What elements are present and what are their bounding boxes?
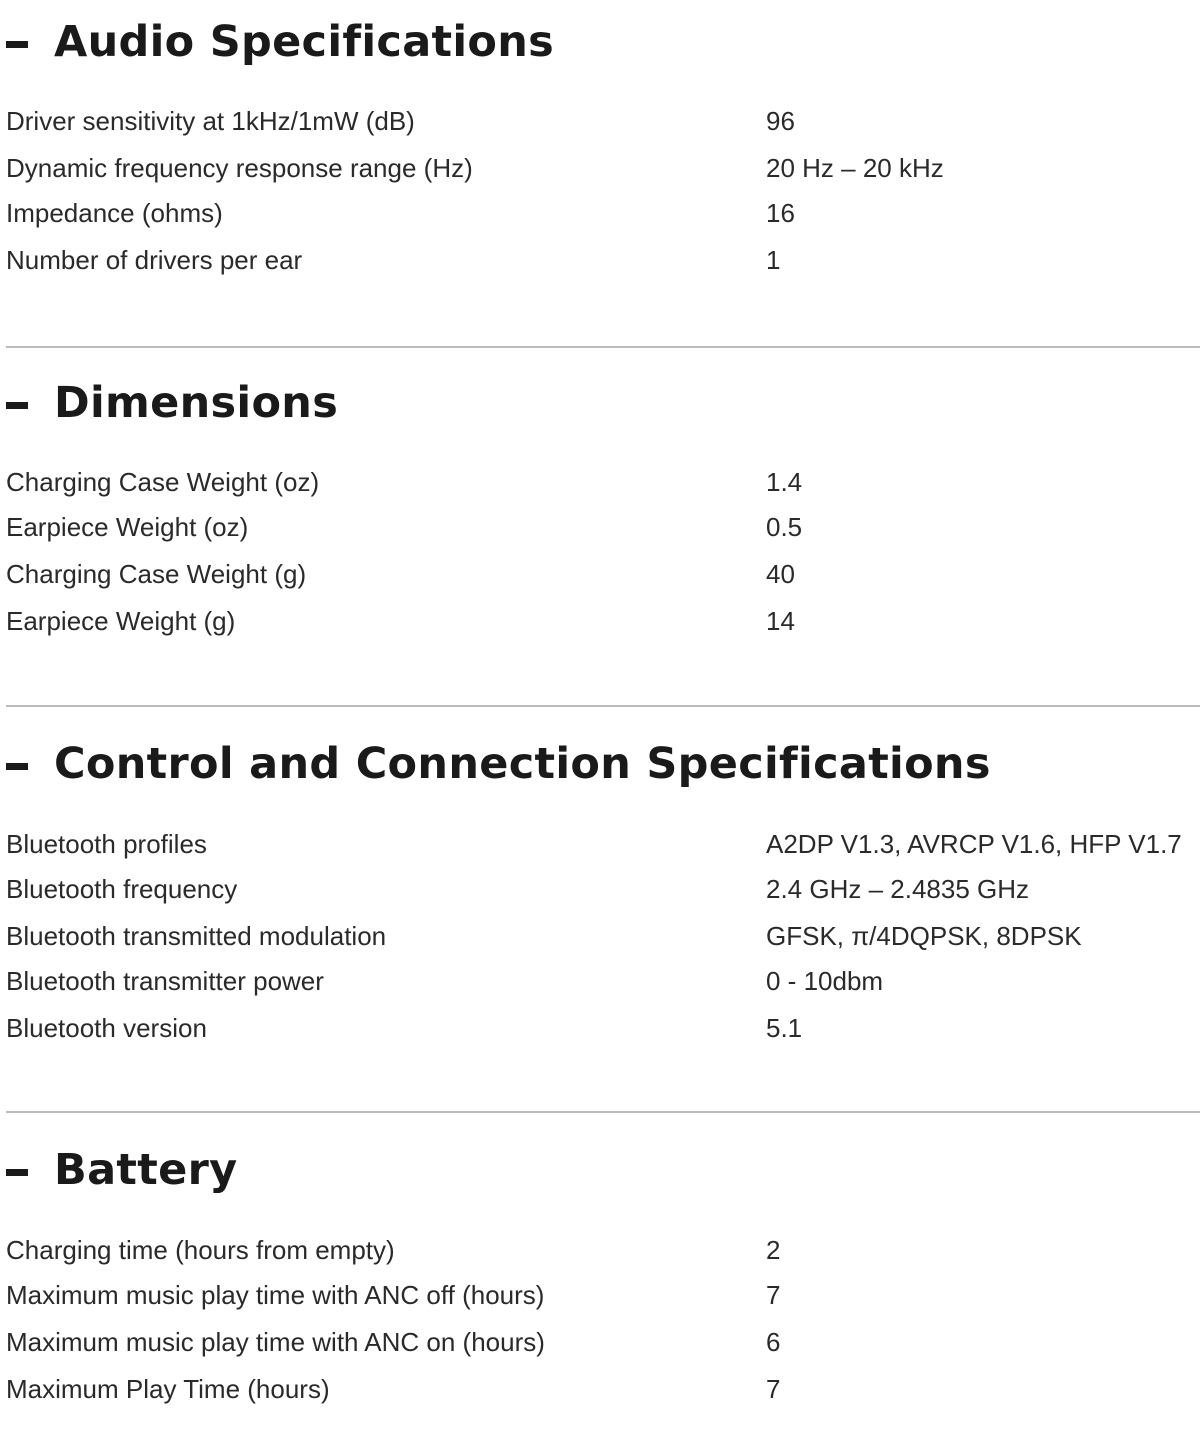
spec-row — [0, 1229, 1200, 1269]
spec-label: Dynamic frequency response range (Hz) — [6, 153, 473, 183]
spec-label: Earpiece Weight (g) — [6, 606, 236, 636]
spec-row — [0, 192, 1200, 232]
spec-row — [0, 823, 1200, 863]
section-header-control-connection[interactable] — [6, 734, 991, 794]
section-divider — [6, 346, 1200, 348]
spec-value: 40 — [766, 559, 795, 589]
spec-label: Maximum music play time with ANC on (hours) — [6, 1327, 545, 1357]
spec-label: Bluetooth profiles — [6, 829, 207, 859]
spec-label: Bluetooth frequency — [6, 874, 238, 904]
section-header-battery[interactable] — [6, 1140, 237, 1200]
spec-row — [0, 600, 1200, 640]
minus-icon[interactable] — [6, 1169, 28, 1176]
spec-value: 14 — [766, 606, 795, 636]
spec-value: A2DP V1.3, AVRCP V1.6, HFP V1.7 — [766, 829, 1182, 859]
spec-label: Driver sensitivity at 1kHz/1mW (dB) — [6, 106, 415, 136]
spec-label: Maximum music play time with ANC off (hours) — [6, 1280, 545, 1310]
spec-row — [0, 960, 1200, 1000]
spec-value: 7 — [766, 1280, 781, 1310]
spec-row — [0, 100, 1200, 140]
spec-label: Impedance (ohms) — [6, 198, 223, 228]
spec-row — [0, 915, 1200, 955]
minus-icon[interactable] — [6, 41, 28, 48]
spec-label: Bluetooth version — [6, 1013, 207, 1043]
spec-row — [0, 868, 1200, 908]
minus-icon[interactable] — [6, 402, 28, 409]
section-title: Control and Connection Specifications — [54, 739, 991, 789]
spec-label: Charging Case Weight (g) — [6, 559, 307, 589]
section-title: Audio Specifications — [54, 17, 555, 67]
spec-value: 7 — [766, 1374, 781, 1404]
section-header-dimensions[interactable] — [6, 373, 338, 433]
spec-row — [0, 147, 1200, 187]
spec-row — [0, 1007, 1200, 1047]
spec-value: 0.5 — [766, 512, 803, 542]
section-title: Battery — [54, 1145, 238, 1195]
spec-row — [0, 1368, 1200, 1408]
spec-row — [0, 461, 1200, 501]
spec-row — [0, 506, 1200, 546]
section-title: Dimensions — [54, 378, 339, 428]
spec-value: 5.1 — [766, 1013, 803, 1043]
spec-value: 20 Hz – 20 kHz — [766, 153, 944, 183]
spec-label: Bluetooth transmitter power — [6, 966, 324, 996]
spec-value: 1.4 — [766, 467, 803, 497]
spec-row — [0, 239, 1200, 279]
spec-value: 2.4 GHz – 2.4835 GHz — [766, 874, 1030, 904]
spec-label: Earpiece Weight (oz) — [6, 512, 249, 542]
section-divider — [6, 1111, 1200, 1113]
spec-value: 2 — [766, 1235, 781, 1265]
spec-value: 1 — [766, 245, 781, 275]
section-header-audio-specifications[interactable] — [6, 12, 554, 72]
spec-label: Bluetooth transmitted modulation — [6, 921, 387, 951]
spec-value: GFSK, π/4DQPSK, 8DPSK — [766, 921, 1082, 951]
spec-label: Maximum Play Time (hours) — [6, 1374, 330, 1404]
spec-value: 6 — [766, 1327, 781, 1357]
spec-row — [0, 1321, 1200, 1361]
spec-value: 0 - 10dbm — [766, 966, 884, 996]
spec-label: Number of drivers per ear — [6, 245, 303, 275]
spec-label: Charging Case Weight (oz) — [6, 467, 320, 497]
spec-row — [0, 553, 1200, 593]
spec-row — [0, 1274, 1200, 1314]
minus-icon[interactable] — [6, 763, 28, 770]
spec-value: 16 — [766, 198, 795, 228]
spec-label: Charging time (hours from empty) — [6, 1235, 395, 1265]
section-divider — [6, 705, 1200, 707]
spec-value: 96 — [766, 106, 795, 136]
